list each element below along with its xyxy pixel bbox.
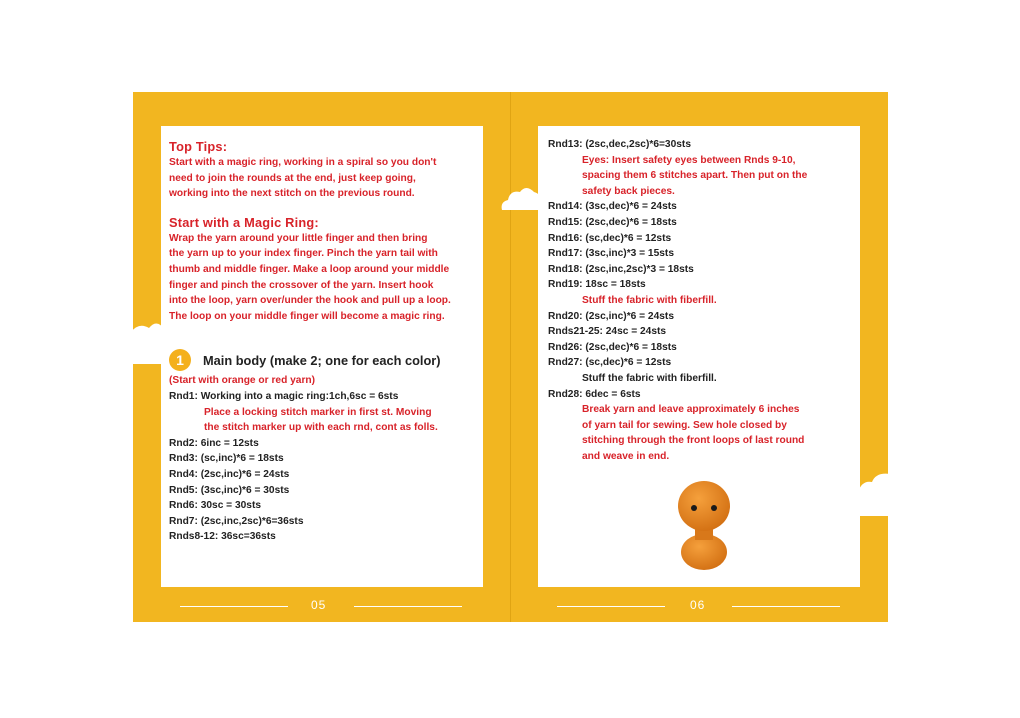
round-line: Rnd7: (2sc,inc,2sc)*6=36sts (169, 515, 304, 527)
note-line: spacing them 6 stitches apart. Then put on the (582, 170, 808, 182)
round-1-note (169, 405, 481, 436)
section-subtitle: (Start with orange or red yarn) (169, 375, 316, 387)
round-28: Rnd28: 6dec = 6sts (548, 388, 641, 400)
note-line: the stitch marker up with each rnd, cont as folls. (204, 422, 438, 434)
ring-line: into the loop, yarn over/under the hook and pull up a loop. (169, 295, 451, 307)
note-line: of yarn tail for sewing. Sew hole closed by (582, 419, 787, 431)
section-header-main-body (169, 349, 481, 371)
page-right-content (548, 137, 854, 464)
rounds-list-a (548, 199, 854, 293)
tips-line: need to join the rounds at the end, just keep going, (169, 172, 416, 184)
rounds-list (169, 436, 481, 545)
round-line: Rnd17: (3sc,inc)*3 = 15sts (548, 248, 674, 260)
round-line: Rnd6: 30sc = 30sts (169, 500, 262, 512)
eyes-note (548, 153, 854, 200)
crochet-doll-image (668, 474, 740, 574)
page-fold (510, 92, 511, 622)
cloud-right (858, 472, 890, 516)
round-line: Rnd3: (sc,inc)*6 = 18sts (169, 453, 284, 465)
footer-line (557, 606, 665, 607)
round-13: Rnd13: (2sc,dec,2sc)*6=30sts (548, 139, 691, 150)
note-line: and weave in end. (582, 450, 670, 462)
tips-title: Top Tips: (169, 139, 228, 154)
magic-ring-text (169, 231, 481, 325)
round-line: Rnds8-12: 36sc=36sts (169, 531, 276, 543)
page-number-right: 06 (690, 598, 706, 612)
section-number-badge: 1 (169, 349, 191, 371)
round-line: Rnd18: (2sc,inc,2sc)*3 = 18sts (548, 263, 694, 275)
round-line: Rnd15: (2sc,dec)*6 = 18sts (548, 216, 677, 228)
round-line: Rnd2: 6inc = 12sts (169, 437, 259, 449)
round-line: Rnd16: (sc,dec)*6 = 12sts (548, 232, 672, 244)
stuff-note-red: Stuff the fabric with fiberfill. (582, 294, 717, 306)
round-line: Rnd26: (2sc,dec)*6 = 18sts (548, 341, 677, 353)
round-line: Rnd5: (3sc,inc)*6 = 30sts (169, 484, 290, 496)
page-left-content (169, 138, 481, 545)
note-line: Place a locking stitch marker in first st. Moving (204, 406, 432, 418)
section-title: Main body (make 2; one for each color) (203, 352, 441, 368)
final-note (548, 402, 854, 464)
magic-ring-title: Start with a Magic Ring: (169, 214, 319, 230)
note-line: Break yarn and leave approximately 6 inches (582, 404, 800, 416)
round-line: Rnd27: (sc,dec)*6 = 12sts (548, 357, 672, 369)
stuff-note-black: Stuff the fabric with fiberfill. (582, 372, 717, 384)
round-line: Rnd20: (2sc,inc)*6 = 24sts (548, 310, 674, 322)
note-line: safety back pieces. (582, 185, 675, 197)
round-line: Rnds21-25: 24sc = 24sts (548, 326, 667, 338)
round-1: Rnd1: Working into a magic ring:1ch,6sc = 6sts (169, 390, 399, 402)
ring-line: finger and pinch the crossover of the yarn. Insert hook (169, 279, 434, 291)
tips-line: Start with a magic ring, working in a spiral so you don't (169, 157, 437, 168)
round-line: Rnd19: 18sc = 18sts (548, 279, 646, 291)
ring-line: thumb and middle finger. Make a loop around your middle (169, 263, 450, 275)
ring-line: the yarn up to your index finger. Pinch the yarn tail with (169, 248, 438, 260)
footer-line (180, 606, 288, 607)
tips-text (169, 155, 481, 202)
tips-line: working into the next stitch on the previous round. (169, 188, 415, 200)
rounds-list-b (548, 309, 854, 371)
ring-line: The loop on your middle finger will become a magic ring. (169, 310, 445, 322)
round-line: Rnd14: (3sc,dec)*6 = 24sts (548, 201, 677, 213)
ring-line: Wrap the yarn around your little finger and then bring (169, 232, 428, 244)
footer-line (354, 606, 462, 607)
note-line: Eyes: Insert safety eyes between Rnds 9-10, (582, 154, 796, 166)
footer-line (732, 606, 840, 607)
note-line: stitching through the front loops of last round (582, 435, 805, 447)
round-line: Rnd4: (2sc,inc)*6 = 24sts (169, 468, 290, 480)
page-number-left: 05 (311, 598, 327, 612)
